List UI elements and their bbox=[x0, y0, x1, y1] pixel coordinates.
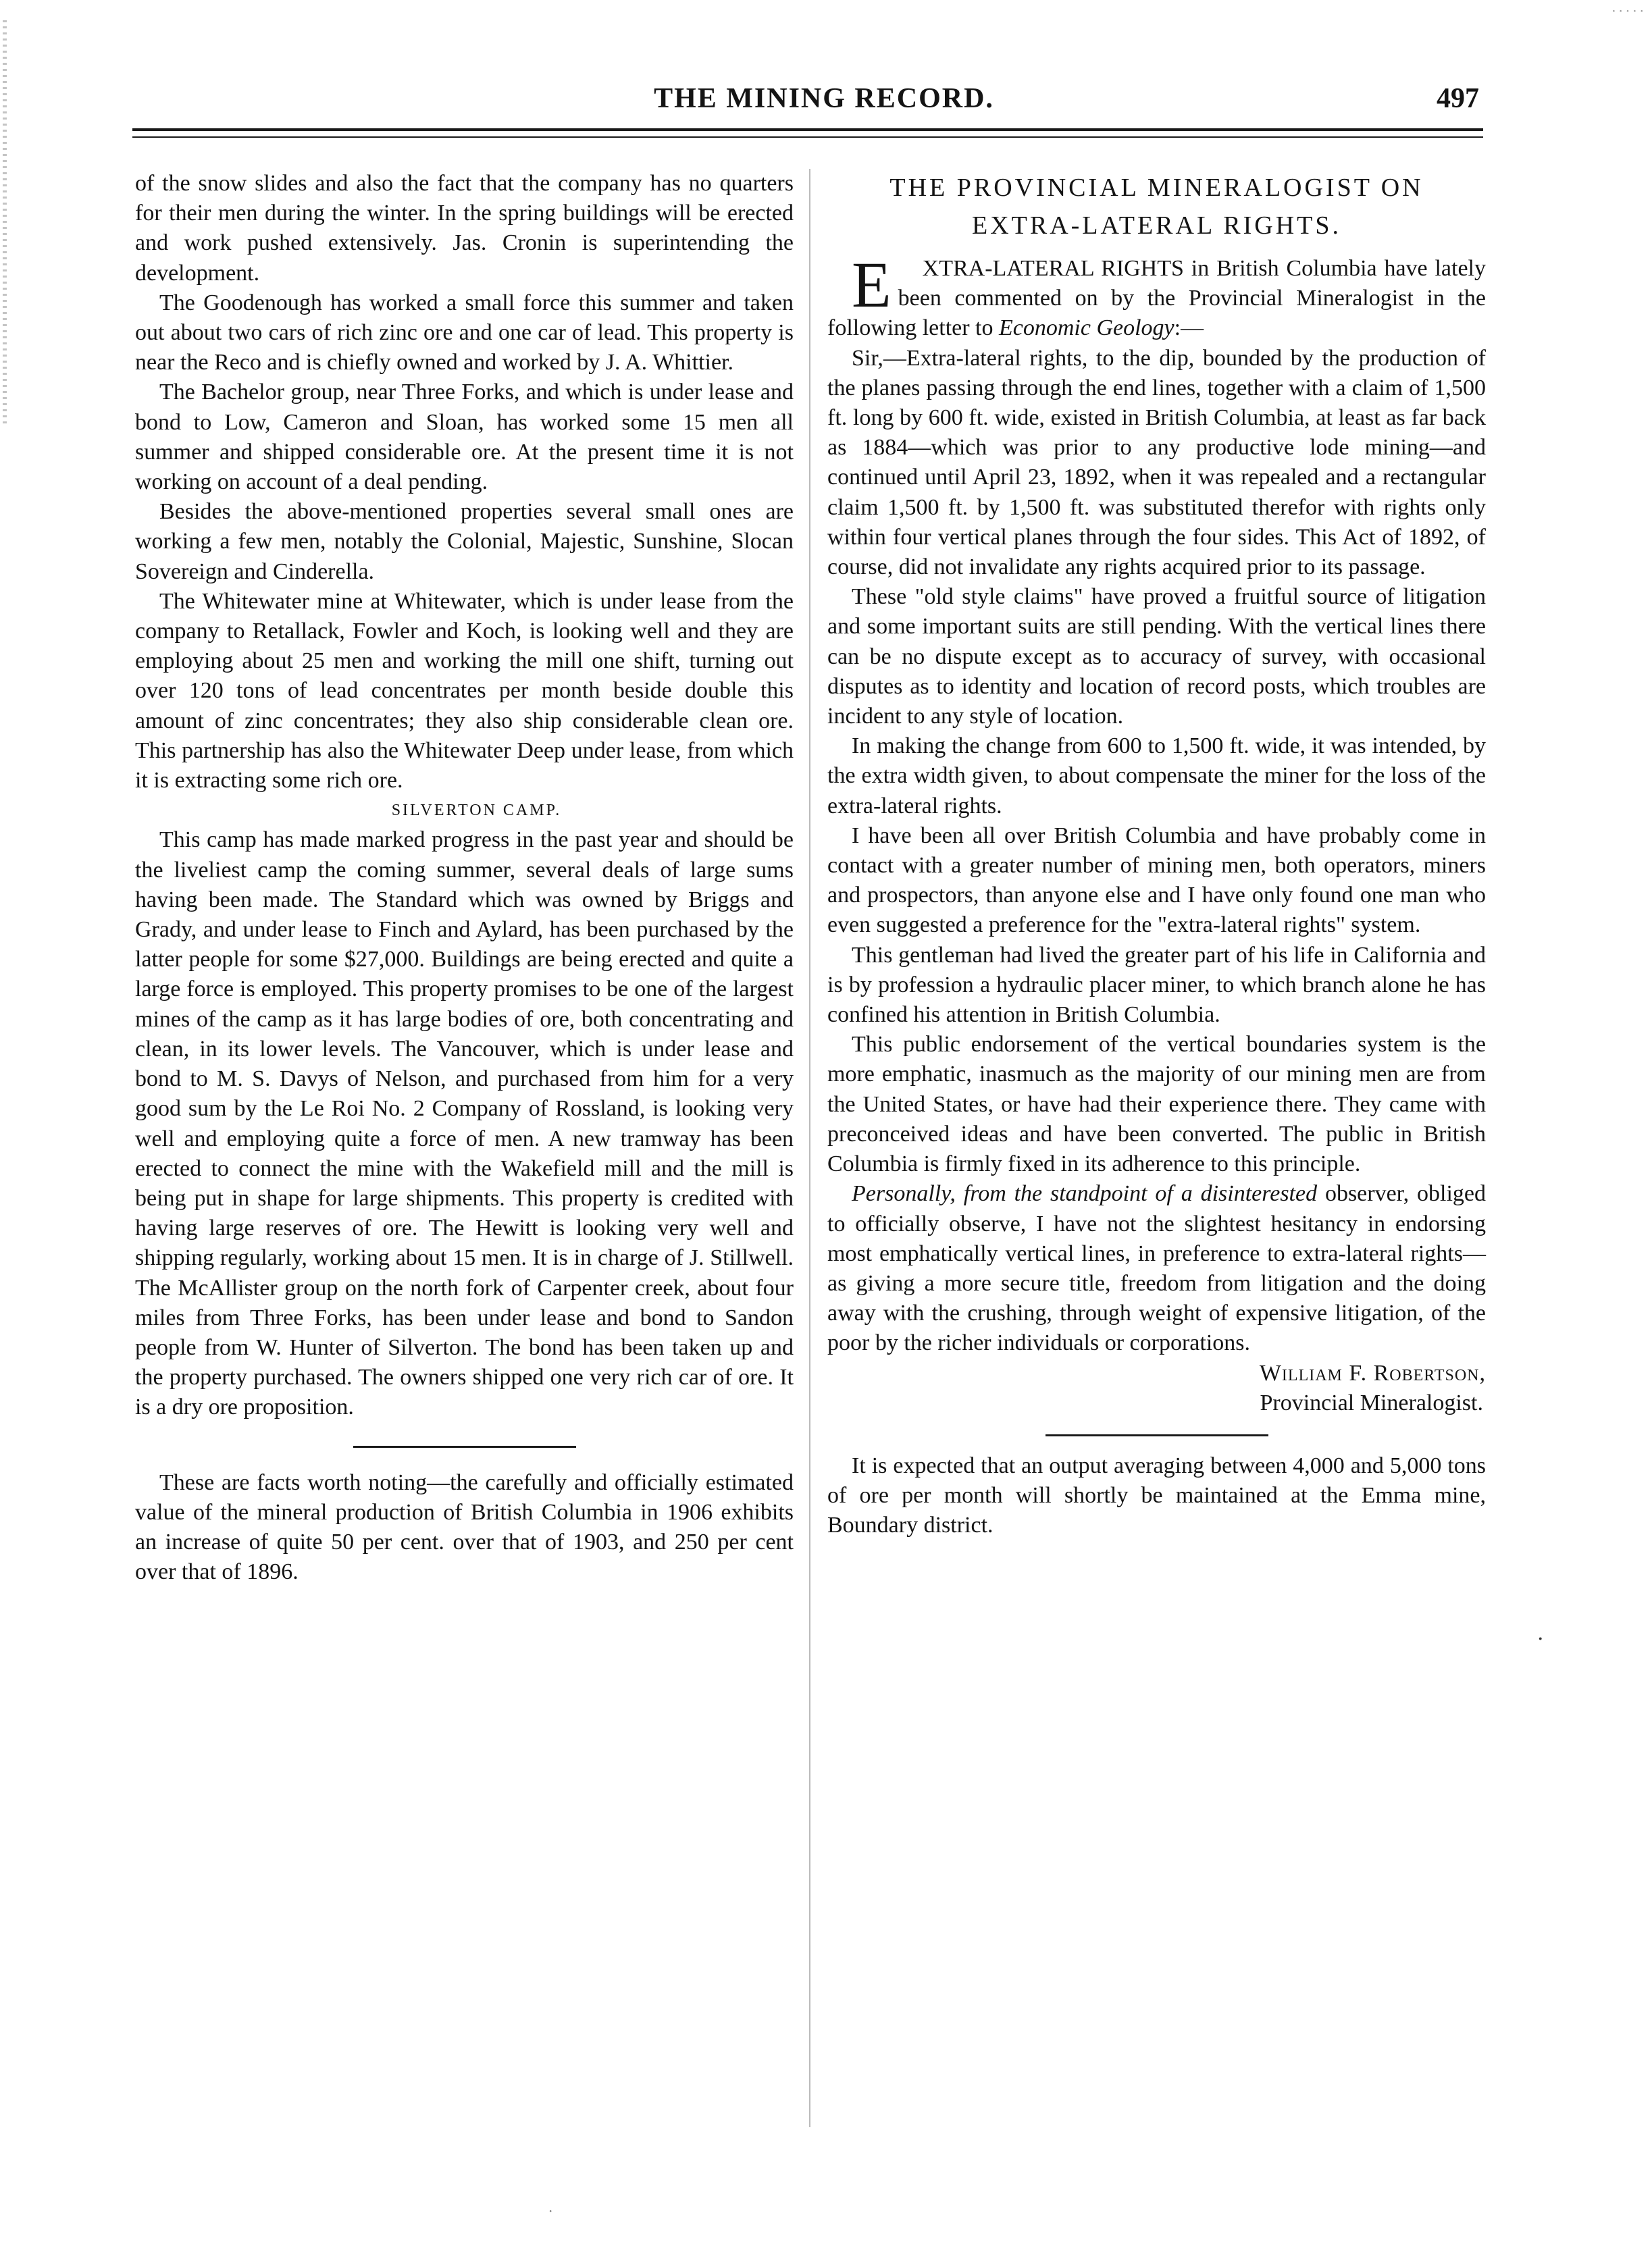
article-title-line: EXTRA-LATERAL RIGHTS. bbox=[972, 211, 1341, 240]
scan-speck: · bbox=[1537, 1627, 1544, 1651]
publication-title: THE MINING RECORD. bbox=[654, 83, 994, 114]
left-column bbox=[135, 169, 794, 1587]
section-subhead: SILVERTON CAMP. bbox=[391, 802, 562, 820]
paragraph: It is expected that an output averaging between 4,000 and 5,000 tons of ore per month will shortly be maintained at the Emma mine, Boundary district. bbox=[827, 1453, 1486, 1538]
scan-speck: · bbox=[548, 2203, 553, 2219]
scan-corner-dots: ····· bbox=[1611, 3, 1647, 19]
section-separator bbox=[353, 1446, 576, 1448]
paragraph: The Goodenough has worked a small force this summer and taken out about two cars of rich zinc ore and one car of lead. This property is near the Reco and is chiefly owned and worked by J. A. Whittier. bbox=[135, 290, 794, 375]
paragraph: I have been all over British Columbia and have probably come in contact with a greater number of mining men, both operators, miners and prospectors, than anyone else and I have only found one man who even suggested a preference for the "extra-lateral rights" system. bbox=[827, 823, 1486, 938]
paragraph-text: observer, obliged to officially observe, I have not the slightest hesitancy in endorsing most emphatically vertical lines, in preference to extra-lateral rights—as giving a more secure title, freedom from litigation and the doing away with the crushing, through weight of expensive litigation, of the poor by the richer individuals or corporations. bbox=[827, 1181, 1486, 1356]
paragraph: These are facts worth noting—the carefully and officially estimated value of the mineral production of British Columbia in 1906 exhibits an increase of quite 50 per cent. over that of 1903, and 250 per cent over that of 1896. bbox=[135, 1469, 794, 1585]
scan-edge-mark bbox=[3, 20, 7, 425]
page-number: 497 bbox=[1437, 83, 1479, 114]
paragraph: Sir,—Extra-lateral rights, to the dip, bounded by the production of the planes passing through the end lines, together with a claim of 1,500 ft. long by 600 ft. wide, existed in British Columbia, at least as far back as 1884—which was prior to any productive lode mining—and continued until April 23, 1892, when it was repealed and a rectangular claim 1,500 ft. by 1,500 ft. was substituted therefor with rights only within four vertical planes through the four sides. This Act of 1892, of course, did not invalidate any rights acquired prior to its passage. bbox=[827, 345, 1486, 580]
lead-paragraph bbox=[827, 249, 1486, 344]
paragraph: This camp has made marked progress in the past year and should be the liveliest camp the coming summer, several deals of large sums having been made. The Standard which was owned by Briggs and Grady, and under lease to Finch and Aylard, has been purchased by the latter people for some $27,000. Buildings are being erected and quite a large force is employed. This property promises to be one of the largest mines of the camp as it has large bodies of ore, both concentrating and clean, in its lower levels. The Vancouver, which is under lease and bond to M. S. Davys of Nelson, and purchased from him for a very good sum by the Le Roi No. 2 Company of Rossland, is looking very well and employing quite a force of men. A new tramway has been erected to connect the mine with the Wakefield mill and the mill is being put in shape for large shipments. This property is credited with having large reserves of ore. The Hewitt is looking very well and shipping regularly, working about 15 men. It is in charge of J. Stillwell. The McAllister group on the north fork of Carpenter creek, about four miles from Three Forks, has been under lease and bond to Sandon people from W. Hunter of Silverton. The bond has been taken up and the property purchased. The owners shipped one very rich car of ore. It is a dry ore proposition. bbox=[135, 827, 794, 1420]
paragraph: The Bachelor group, near Three Forks, and which is under lease and bond to Low, Cameron and Sloan, has worked some 15 men all summer and shipped considerable ore. At the present time it is not working on account of a deal pending. bbox=[135, 380, 794, 495]
signature-name: William F. Robertson, bbox=[1259, 1360, 1486, 1386]
italic-phrase: Personally, from the standpoint of a disinterested bbox=[852, 1181, 1318, 1207]
article-title bbox=[827, 169, 1486, 244]
header-rule-thick bbox=[132, 128, 1483, 131]
lead-end: :— bbox=[1174, 315, 1204, 341]
journal-name: Economic Geology bbox=[999, 315, 1175, 341]
paragraph: In making the change from 600 to 1,500 ft. wide, it was intended, by the extra width given, to about compensate the miner for the loss of the extra-lateral rights. bbox=[827, 733, 1486, 818]
paragraph: of the snow slides and also the fact that the company has no quarters for their men during the winter. In the spring buildings will be erected and work pushed extensively. Jas. Cronin is superintending the development. bbox=[135, 171, 794, 286]
paragraph: This public endorsement of the vertical boundaries system is the more emphatic, inasmuch as the majority of our mining men are from the United States, or have had their experience there. They came with preconceived ideas and have been converted. The public in British Columbia is firmly fixed in its adherence to this principle. bbox=[827, 1032, 1486, 1177]
paragraph: This gentleman had lived the greater part of his life in California and is by profession a hydraulic placer miner, to which branch alone he has confined his attention in British Columbia. bbox=[827, 942, 1486, 1028]
article-title-line: THE PROVINCIAL MINERALOGIST ON bbox=[889, 174, 1424, 202]
drop-cap: E bbox=[852, 249, 892, 321]
right-column bbox=[827, 169, 1486, 1541]
column-divider bbox=[809, 169, 810, 2127]
paragraph: These "old style claims" have proved a fruitful source of litigation and some important suits are still pending. With the vertical lines there can be no dispute except as to accuracy of survey, with occasional disputes as to identity and location of record posts, which troubles are incident to any style of location. bbox=[827, 584, 1486, 729]
paragraph: Besides the above-mentioned properties several small ones are working a few men, notably the Colonial, Majestic, Sunshine, Slocan Sovereign and Cinderella. bbox=[135, 499, 794, 584]
signature-title: Provincial Mineralogist. bbox=[1260, 1390, 1483, 1415]
lead-text: XTRA-LATERAL RIGHTS in British Columbia have lately been commented on by the Provincial Mineralogist in the following letter to bbox=[827, 256, 1486, 341]
header-rule-thin bbox=[132, 136, 1483, 138]
paragraph bbox=[827, 1179, 1486, 1358]
paragraph: The Whitewater mine at Whitewater, which is under lease from the company to Retallack, Fowler and Koch, is looking well and they are employing about 25 men and working the mill one shift, turning out over 120 tons of lead concentrates per month beside double this amount of zinc concentrates; they also ship considerable clean ore. This partnership has also the Whitewater Deep under lease, from which it is extracting some rich ore. bbox=[135, 588, 794, 793]
section-separator bbox=[1046, 1434, 1268, 1436]
